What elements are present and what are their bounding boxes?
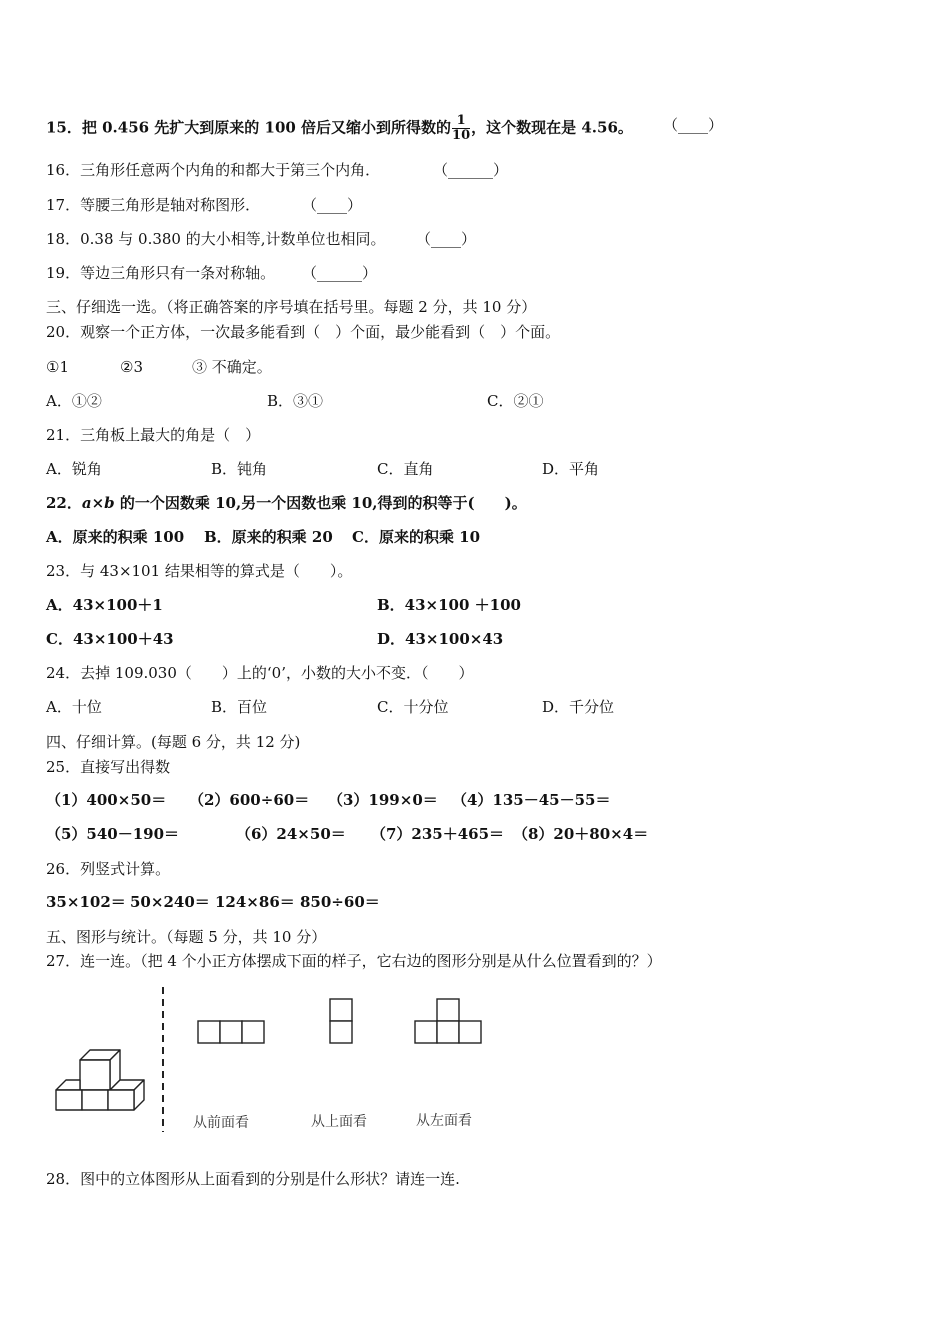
fraction-denominator: 10: [452, 128, 471, 143]
q17-text: 17．等腰三角形是轴对称图形．: [46, 196, 261, 214]
q20-item-2: ②3: [120, 358, 143, 376]
q24-option-a[interactable]: A．十位: [46, 698, 102, 716]
section-5-heading: 五、图形与统计。（每题 5 分，共 10 分）: [46, 928, 327, 946]
q24-option-d[interactable]: D．千分位: [542, 698, 615, 716]
q25-item-5: （5）540－190＝: [46, 825, 180, 843]
q20-text: 20．观察一个正方体，一次最多能看到（ ）个面，最少能看到（ ）个面。: [46, 323, 561, 341]
q25-item-3: （3）199×0＝: [328, 791, 438, 809]
section-4-heading: 四、仔细计算。(每题 6 分，共 12 分): [46, 733, 301, 751]
q24-option-b[interactable]: B．百位: [211, 698, 268, 716]
q19-blank[interactable]: （______）: [302, 264, 378, 282]
q21-option-d[interactable]: D．平角: [542, 460, 600, 478]
q25-item-6: （6）24×50＝: [236, 825, 346, 843]
q26-item-3: 124×86＝: [215, 893, 295, 911]
view-t-shape[interactable]: [413, 997, 483, 1045]
q22-number: 22．: [46, 494, 82, 512]
q20-option-a[interactable]: A．①②: [46, 392, 102, 410]
q26-item-1: 35×102＝: [46, 893, 126, 911]
q23-option-d[interactable]: D．43×100×43: [377, 630, 504, 648]
q26-item-4: 850÷60＝: [300, 893, 380, 911]
q22-option-b[interactable]: B．原来的积乘 20: [204, 528, 333, 546]
q18-blank[interactable]: （____）: [416, 230, 477, 248]
q24-option-c[interactable]: C．十分位: [377, 698, 449, 716]
q20-option-c[interactable]: C．②①: [487, 392, 544, 410]
q16-text: 16．三角形任意两个内角的和都大于第三个内角．: [46, 161, 381, 179]
view-three-in-row[interactable]: [197, 1019, 267, 1045]
q23-option-c[interactable]: C．43×100＋43: [46, 630, 174, 648]
q15-line: [46, 114, 633, 143]
q22-option-c[interactable]: C．原来的积乘 10: [352, 528, 481, 546]
q25-item-7: （7）235＋465＝: [371, 825, 505, 843]
q21-text: 21．三角板上最大的角是（ ）: [46, 426, 261, 444]
q25-item-8: （8）20＋80×4＝: [513, 825, 649, 843]
q25-text: 25．直接写出得数: [46, 758, 171, 776]
q28-text: 28．图中的立体图形从上面看到的分别是什么形状？请连一连.: [46, 1170, 460, 1188]
q26-item-2: 50×240＝: [130, 893, 210, 911]
q23-option-b[interactable]: B．43×100 ＋100: [377, 596, 521, 614]
q15-text-end: ，这个数现在是 4.56。: [471, 118, 633, 137]
q22-option-a[interactable]: A．原来的积乘 100: [46, 528, 185, 546]
q22-expression: a×b: [81, 494, 115, 512]
q15-text: 15．把 0.456 先扩大到原来的 100 倍后又缩小到所得数的: [46, 118, 452, 137]
q17-blank[interactable]: （____）: [302, 196, 363, 214]
q22-text: 的一个因数乘 10,另一个因数也乘 10,得到的积等于( )。: [114, 494, 527, 512]
q23-text: 23．与 43×101 结果相等的算式是（ ）。: [46, 562, 353, 580]
q18-text: 18．0.38 与 0.380 的大小相等,计数单位也相同。: [46, 230, 386, 248]
fraction-numerator: 1: [452, 114, 470, 129]
q16-blank[interactable]: （______）: [433, 161, 509, 179]
q22-line: [46, 494, 527, 512]
label-front-view[interactable]: 从前面看: [193, 1115, 249, 1131]
q27-text: 27．连一连。（把 4 个小正方体摆成下面的样子，它右边的图形分别是从什么位置看到的？）: [46, 952, 662, 970]
label-left-view[interactable]: 从左面看: [416, 1113, 472, 1129]
section-3-heading: 三、仔细选一选。（将正确答案的序号填在括号里。每题 2 分，共 10 分）: [46, 298, 537, 316]
q21-option-b[interactable]: B．钝角: [211, 460, 268, 478]
q25-item-1: （1）400×50＝: [46, 791, 167, 809]
label-top-view[interactable]: 从上面看: [311, 1114, 367, 1130]
q20-item-1: ①1: [46, 358, 69, 376]
divider-dashed-line: [161, 987, 165, 1132]
fraction: [452, 114, 470, 143]
q21-option-a[interactable]: A．锐角: [46, 460, 102, 478]
cube-stack-figure: [50, 1040, 150, 1120]
q20-option-b[interactable]: B．③①: [267, 392, 324, 410]
q24-text: 24．去掉 109.030（ ）上的‘0’，小数的大小不变．（ ）: [46, 664, 474, 682]
q19-text: 19．等边三角形只有一条对称轴。: [46, 264, 276, 282]
view-two-stacked[interactable]: [328, 997, 356, 1045]
q15-blank[interactable]: （____）: [663, 116, 724, 134]
q21-option-c[interactable]: C．直角: [377, 460, 434, 478]
q25-item-4: （4）135－45－55＝: [452, 791, 611, 809]
q20-item-3: ③ 不确定。: [192, 358, 272, 376]
q26-text: 26．列竖式计算。: [46, 860, 171, 878]
q23-option-a[interactable]: A．43×100＋1: [46, 596, 163, 614]
q25-item-2: （2）600÷60＝: [189, 791, 310, 809]
